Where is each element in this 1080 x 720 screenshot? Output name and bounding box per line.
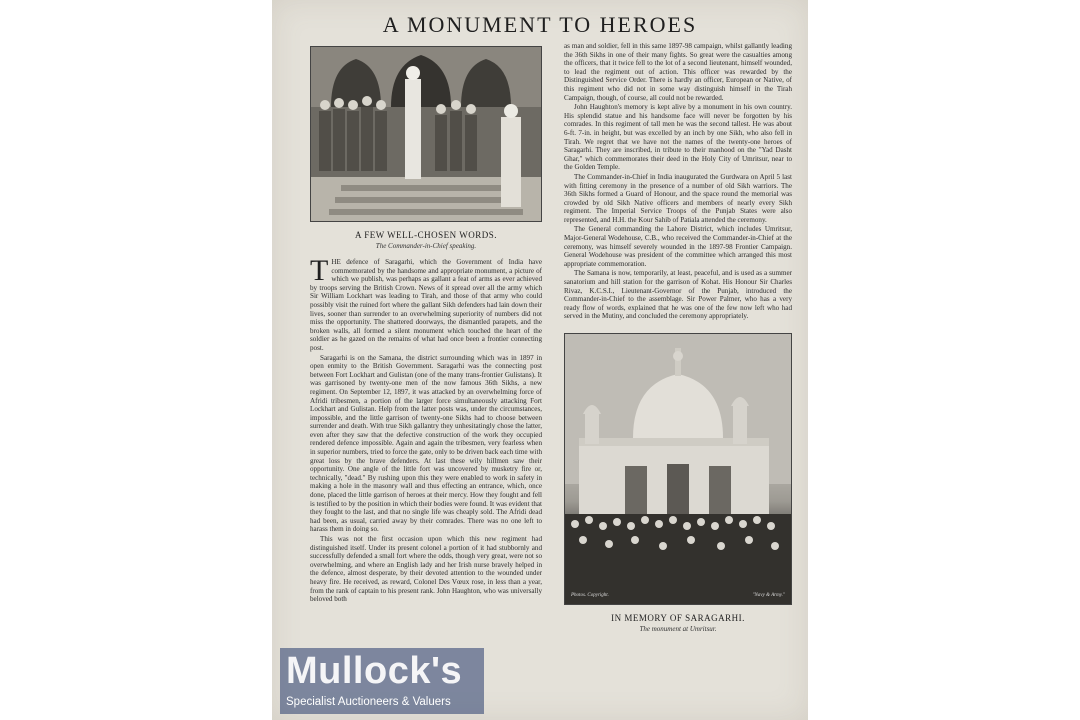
paragraph: [310, 254, 542, 353]
paragraph: The Commander-in-Chief in India inaugurated the Gurdwara on April 5 last with fitting ceremony in the presence of a number of old Sikh warriors. The 36th Sikhs formed a Guard of Honour, and the space round the memorial was crowded by old Sikh Native officers and members of nearly every Sikh regiment. The Imperial Service Troops of the Punjab States were also represented, and H.H. the Kour Sahib of Patiala attended the ceremony.: [564, 172, 792, 224]
watermark-name: Mullock's: [286, 650, 463, 692]
paragraph: This was not the first occasion upon which this new regiment had distinguished itself. Under its present colonel a portion of it had stubbornly and successfully defended a small fort where the odds, though very great, were not so overwhelming, and where an English lady and her Irish nurse bravely helped in the defence, almost desperate, by their devoted attention to the wounded under heavy fire. He received, as reward, Colonel Des Vœux rose, in less than a year, from the rank of captain to his present rank. John Haughton, who was universally beloved both: [310, 535, 542, 604]
figure1-subcaption: The Commander-in-Chief speaking.: [375, 242, 477, 250]
paragraph: The General commanding the Lahore District, which includes Umritsur, Major-General Wodehouse, C.B., who received the Commander-in-Chief at the ceremony, was himself severely wounded in the 1897-98 Frontier Campaign. General Wodehouse was president of the committee which arranged this most appropriate commemoration.: [564, 225, 792, 268]
monument-photo-drawing: [565, 334, 791, 604]
right-column: [564, 42, 792, 633]
paragraph: John Haughton's memory is kept alive by a monument in his own country. His splendid statue and his handsome face will never be forgotten by his comrades. In this regiment of tall men he was the second tallest. He was about 6-ft. 7-in. in height, but was excelled by an inch by one Sikh, who also fell in Tirah. We regret that we have not the names of the twenty-one heroes of Saragarhi. They are inscribed, in tribute to their manhood on the "Yad Dasht Ghar," which commemorates their deed in the Holy City of Umritsur, near to the Golden Temple.: [564, 103, 792, 172]
paragraph: as man and soldier, fell in this same 1897-98 campaign, whilst gallantly leading the 36th Sikhs in one of their many fights. So great were the casualties among the officers, that it twice fell to the lot of a second lieutenant, himself wounded, to lead the regiment out of action. This officer was rewarded by the Distinguished Service Order. There is hardly an officer, European or Native, of this regiment who did not in some way distinguish himself in the Tirah Campaign, though, of course, all could not be rewarded.: [564, 42, 792, 102]
figure1-caption: A FEW WELL-CHOSEN WORDS.: [354, 230, 497, 240]
photo-credit-right: "Navy & Army.": [752, 593, 785, 598]
paragraph-text: HE defence of Saragarhi, which the Government of India have commemorated by the handsome and appropriate monument, a picture of which we publish, was perhaps as gallant a feat of arms as ever achieved by troops serving the British Crown. News of it spread over all the army which Sir William Lockhart was leading to Tirah, and those of that army who could possibly visit the ruined fort where the gallant Sikh defenders had lain down their lives, sooner than surrender to an overwhelming superiority of numbers did not miss the opportunity. The shattered doorways, the dismantled parapets, and the broken walls, all formed a silent monument which touched the heart of the soldier as he gazed on the remains of what had once been a frontier connecting post.: [310, 258, 542, 352]
right-column-text: [564, 42, 792, 321]
page-title: A MONUMENT TO HEROES: [382, 12, 698, 37]
paragraph: Saragarhi is on the Samana, the district surrounding which was in 1897 in open enmity to the British Government. Saragarhi was the connecting post between Fort Lockhart and Gulistan (one of the many trans-frontier Gulistans). It was garrisoned by twenty-one men of the now famous 36th Sikhs, a new regiment. On September 12, 1897, it was attacked by an overwhelming force of Afridi tribesmen, a portion of the larger force simultaneously attacking Fort Lockhart and Gulistan. Help from the latter posts was, under the circumstances, impossible, and the little garrison of twenty-one Sikhs had to choose between surrender and death. With true Sikh gallantry they unhesitatingly chose the latter, even after they saw that the defective construction of the work they occupied rendered defence impossible. Again and again the tribesmen, very fearless when in superior numbers, tried to force the gate, only to be driven back each time with great loss by the brave defenders. At last these wily hillmen saw their opportunity. One angle of the little fort was uncovered by musketry fire or, technically, "dead." By rushing upon this they were enabled to work in safety in making a hole in the masonry wall and thus effecting an entrance, which, once done, placed the little garrison of heroes at their mercy. How they fought and fell is testified to by the position in which their bodies were found. It was evident that they fought to the last, and that no single life was cheaply sold. The Afridi dead had been, as usual, carried away by their comrades. There was no one left to harass them in doing so.: [310, 353, 542, 534]
photo-credit: [571, 593, 785, 598]
left-column: [310, 46, 542, 605]
figure2-caption: IN MEMORY OF SARAGARHI.: [611, 613, 745, 623]
figure2-subcaption: The monument at Umritsur.: [639, 625, 717, 633]
ceremony-photo-drawing: [311, 47, 541, 221]
ceremony-photo: [310, 46, 542, 222]
paragraph: The Samana is now, temporarily, at least, peaceful, and is used as a summer sanatorium and hill station for the garrison of Kohat. His Honour Sir Charles Rivaz, K.C.S.I., Lieutenant-Governor of the Punjab, introduced the Commander-in-Chief to the assemblage. Sir Power Palmer, who has a very ready flow of words, explained that he was one of the few now left who had served in the Mutiny, and concluded the ceremony appropriately.: [564, 269, 792, 321]
watermark-tagline: Specialist Auctioneers & Valuers: [286, 696, 451, 708]
drop-cap: T: [310, 254, 329, 287]
auctioneer-watermark: [280, 648, 484, 714]
left-column-text: [310, 254, 542, 604]
magazine-page: [272, 0, 808, 720]
photo-credit-left: Photos. Copyright.: [571, 593, 609, 598]
monument-photo: [564, 333, 792, 605]
